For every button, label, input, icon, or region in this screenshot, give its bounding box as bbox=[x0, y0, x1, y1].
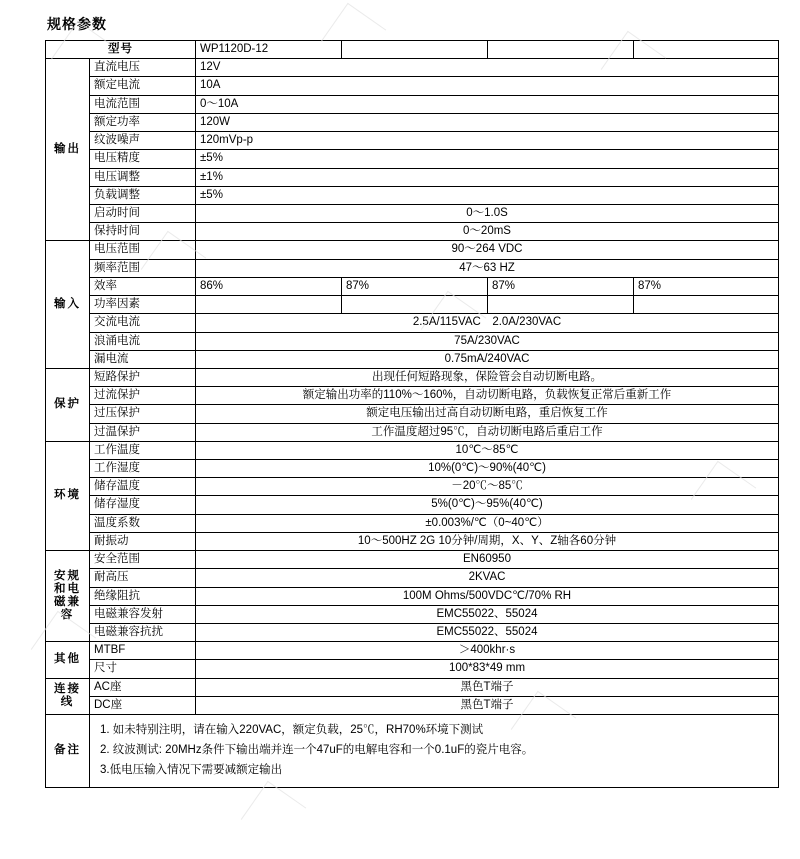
table-row bbox=[46, 587, 779, 605]
row-value: 黑色T端子 bbox=[196, 696, 779, 714]
model-empty-cell bbox=[634, 41, 779, 59]
row-label: 电磁兼容发射 bbox=[90, 605, 196, 623]
remark-item: 3.低电压输入情况下需要减额定输出 bbox=[100, 763, 283, 776]
group-label-safety: 安规和电磁兼容 bbox=[46, 551, 90, 642]
row-value: EMC55022、55024 bbox=[196, 605, 779, 623]
row-value: 12V bbox=[196, 59, 779, 77]
row-label: 过压保护 bbox=[90, 405, 196, 423]
row-value: 10A bbox=[196, 77, 779, 95]
table-row bbox=[46, 59, 779, 77]
group-label-protection: 保护 bbox=[46, 368, 90, 441]
row-label: 耐高压 bbox=[90, 569, 196, 587]
row-label: AC座 bbox=[90, 678, 196, 696]
table-row bbox=[46, 696, 779, 714]
row-value: 10℃～85℃ bbox=[196, 441, 779, 459]
table-row bbox=[46, 95, 779, 113]
table-row-remark bbox=[46, 715, 779, 787]
row-value: 额定电压输出过高自动切断电路，重启恢复工作 bbox=[196, 405, 779, 423]
row-value: ±1% bbox=[196, 168, 779, 186]
table-row bbox=[46, 514, 779, 532]
table-row bbox=[46, 132, 779, 150]
remark-item: 2. 纹波测试: 20MHz条件下输出端并连一个47uF的电解电容和一个0.1uF的瓷片电容。 bbox=[100, 743, 534, 756]
table-row-power-factor bbox=[46, 296, 779, 314]
row-label: 工作湿度 bbox=[90, 460, 196, 478]
row-label: 工作温度 bbox=[90, 441, 196, 459]
table-row bbox=[46, 113, 779, 131]
table-row bbox=[46, 186, 779, 204]
row-value: 47～63 HZ bbox=[196, 259, 779, 277]
table-row bbox=[46, 314, 779, 332]
row-label: 功率因素 bbox=[90, 296, 196, 314]
specification-table bbox=[45, 40, 779, 788]
row-value: ±0.003%/℃（0~40℃） bbox=[196, 514, 779, 532]
table-row bbox=[46, 605, 779, 623]
row-value: －20℃～85℃ bbox=[196, 478, 779, 496]
table-row bbox=[46, 569, 779, 587]
table-row bbox=[46, 223, 779, 241]
table-row bbox=[46, 387, 779, 405]
model-header-label: 型号 bbox=[46, 41, 196, 59]
row-value: 0～20mS bbox=[196, 223, 779, 241]
table-row bbox=[46, 332, 779, 350]
table-row bbox=[46, 678, 779, 696]
table-row bbox=[46, 241, 779, 259]
model-empty-cell bbox=[342, 41, 488, 59]
row-label: 浪涌电流 bbox=[90, 332, 196, 350]
table-row bbox=[46, 77, 779, 95]
table-row bbox=[46, 259, 779, 277]
model-empty-cell bbox=[488, 41, 634, 59]
row-label: 负载调整 bbox=[90, 186, 196, 204]
table-row bbox=[46, 168, 779, 186]
remark-item: 1. 如未特别注明，请在输入220VAC，额定负载，25℃，RH70%环境下测试 bbox=[100, 724, 484, 737]
row-label: 安全范围 bbox=[90, 551, 196, 569]
row-label: 电磁兼容抗扰 bbox=[90, 624, 196, 642]
row-value: 额定输出功率的110%～160%，自动切断电路，负载恢复正常后重新工作 bbox=[196, 387, 779, 405]
row-label: 绝缘阻抗 bbox=[90, 587, 196, 605]
group-label-input: 输入 bbox=[46, 241, 90, 369]
row-label: 频率范围 bbox=[90, 259, 196, 277]
table-row bbox=[46, 150, 779, 168]
row-label: 纹波噪声 bbox=[90, 132, 196, 150]
row-label: 电流范围 bbox=[90, 95, 196, 113]
row-value: ±5% bbox=[196, 150, 779, 168]
table-row bbox=[46, 405, 779, 423]
row-label: 过流保护 bbox=[90, 387, 196, 405]
row-label: 电压调整 bbox=[90, 168, 196, 186]
row-label: 保持时间 bbox=[90, 223, 196, 241]
row-label: 额定功率 bbox=[90, 113, 196, 131]
table-row bbox=[46, 368, 779, 386]
row-label: 温度系数 bbox=[90, 514, 196, 532]
efficiency-value: 87% bbox=[488, 277, 634, 295]
row-label: 交流电流 bbox=[90, 314, 196, 332]
efficiency-value: 87% bbox=[342, 277, 488, 295]
row-value: 2.5A/115VAC 2.0A/230VAC bbox=[196, 314, 779, 332]
table-row bbox=[46, 441, 779, 459]
table-row bbox=[46, 460, 779, 478]
table-row-model bbox=[46, 41, 779, 59]
row-value: EMC55022、55024 bbox=[196, 624, 779, 642]
row-label: 漏电流 bbox=[90, 350, 196, 368]
group-label-output: 输出 bbox=[46, 59, 90, 241]
row-value: 90～264 VDC bbox=[196, 241, 779, 259]
table-row bbox=[46, 423, 779, 441]
row-label: 电压范围 bbox=[90, 241, 196, 259]
row-label: 短路保护 bbox=[90, 368, 196, 386]
row-value: 75A/230VAC bbox=[196, 332, 779, 350]
row-label: 电压精度 bbox=[90, 150, 196, 168]
table-row bbox=[46, 642, 779, 660]
table-row-efficiency bbox=[46, 277, 779, 295]
group-label-connection: 连接线 bbox=[46, 678, 90, 714]
row-label: 效率 bbox=[90, 277, 196, 295]
row-value: 工作温度超过95℃，自动切断电路后重启工作 bbox=[196, 423, 779, 441]
group-label-environment: 环境 bbox=[46, 441, 90, 550]
row-label: 耐振动 bbox=[90, 532, 196, 550]
row-label: 直流电压 bbox=[90, 59, 196, 77]
group-label-remark: 备注 bbox=[46, 715, 90, 787]
table-row bbox=[46, 204, 779, 222]
row-label: 启动时间 bbox=[90, 204, 196, 222]
row-value: 0～10A bbox=[196, 95, 779, 113]
page-title: 规格参数 bbox=[47, 16, 107, 32]
row-value: 0～1.0S bbox=[196, 204, 779, 222]
row-label: 储存温度 bbox=[90, 478, 196, 496]
row-label: 储存湿度 bbox=[90, 496, 196, 514]
group-label-other: 其他 bbox=[46, 642, 90, 678]
watermark-mark bbox=[241, 781, 306, 846]
row-value: 2KVAC bbox=[196, 569, 779, 587]
row-value: 120W bbox=[196, 113, 779, 131]
efficiency-value: 87% bbox=[634, 277, 779, 295]
table-row bbox=[46, 551, 779, 569]
row-value: 120mVp-p bbox=[196, 132, 779, 150]
row-value: ±5% bbox=[196, 186, 779, 204]
power-factor-value bbox=[342, 296, 488, 314]
row-value: 100M Ohms/500VDC℃/70% RH bbox=[196, 587, 779, 605]
table-row bbox=[46, 496, 779, 514]
row-value: 出现任何短路现象，保险管会自动切断电路。 bbox=[196, 368, 779, 386]
power-factor-value bbox=[196, 296, 342, 314]
row-value: 10%(0℃)～90%(40℃) bbox=[196, 460, 779, 478]
row-value: 10～500HZ 2G 10分钟/周期，X、Y、Z轴各60分钟 bbox=[196, 532, 779, 550]
row-label: 额定电流 bbox=[90, 77, 196, 95]
remark-list bbox=[98, 721, 770, 780]
power-factor-value bbox=[488, 296, 634, 314]
row-value: 5%(0℃)～95%(40℃) bbox=[196, 496, 779, 514]
row-label: MTBF bbox=[90, 642, 196, 660]
power-factor-value bbox=[634, 296, 779, 314]
row-value: 0.75mA/240VAC bbox=[196, 350, 779, 368]
row-label: 过温保护 bbox=[90, 423, 196, 441]
row-value: 100*83*49 mm bbox=[196, 660, 779, 678]
row-label: 尺寸 bbox=[90, 660, 196, 678]
table-row bbox=[46, 532, 779, 550]
row-value: 黑色T端子 bbox=[196, 678, 779, 696]
table-row bbox=[46, 660, 779, 678]
model-value: WP1120D-12 bbox=[196, 41, 342, 59]
table-row bbox=[46, 350, 779, 368]
row-value: ＞400khr·s bbox=[196, 642, 779, 660]
table-row bbox=[46, 478, 779, 496]
efficiency-value: 86% bbox=[196, 277, 342, 295]
remark-cell bbox=[90, 715, 779, 787]
table-row bbox=[46, 624, 779, 642]
row-value: EN60950 bbox=[196, 551, 779, 569]
row-label: DC座 bbox=[90, 696, 196, 714]
